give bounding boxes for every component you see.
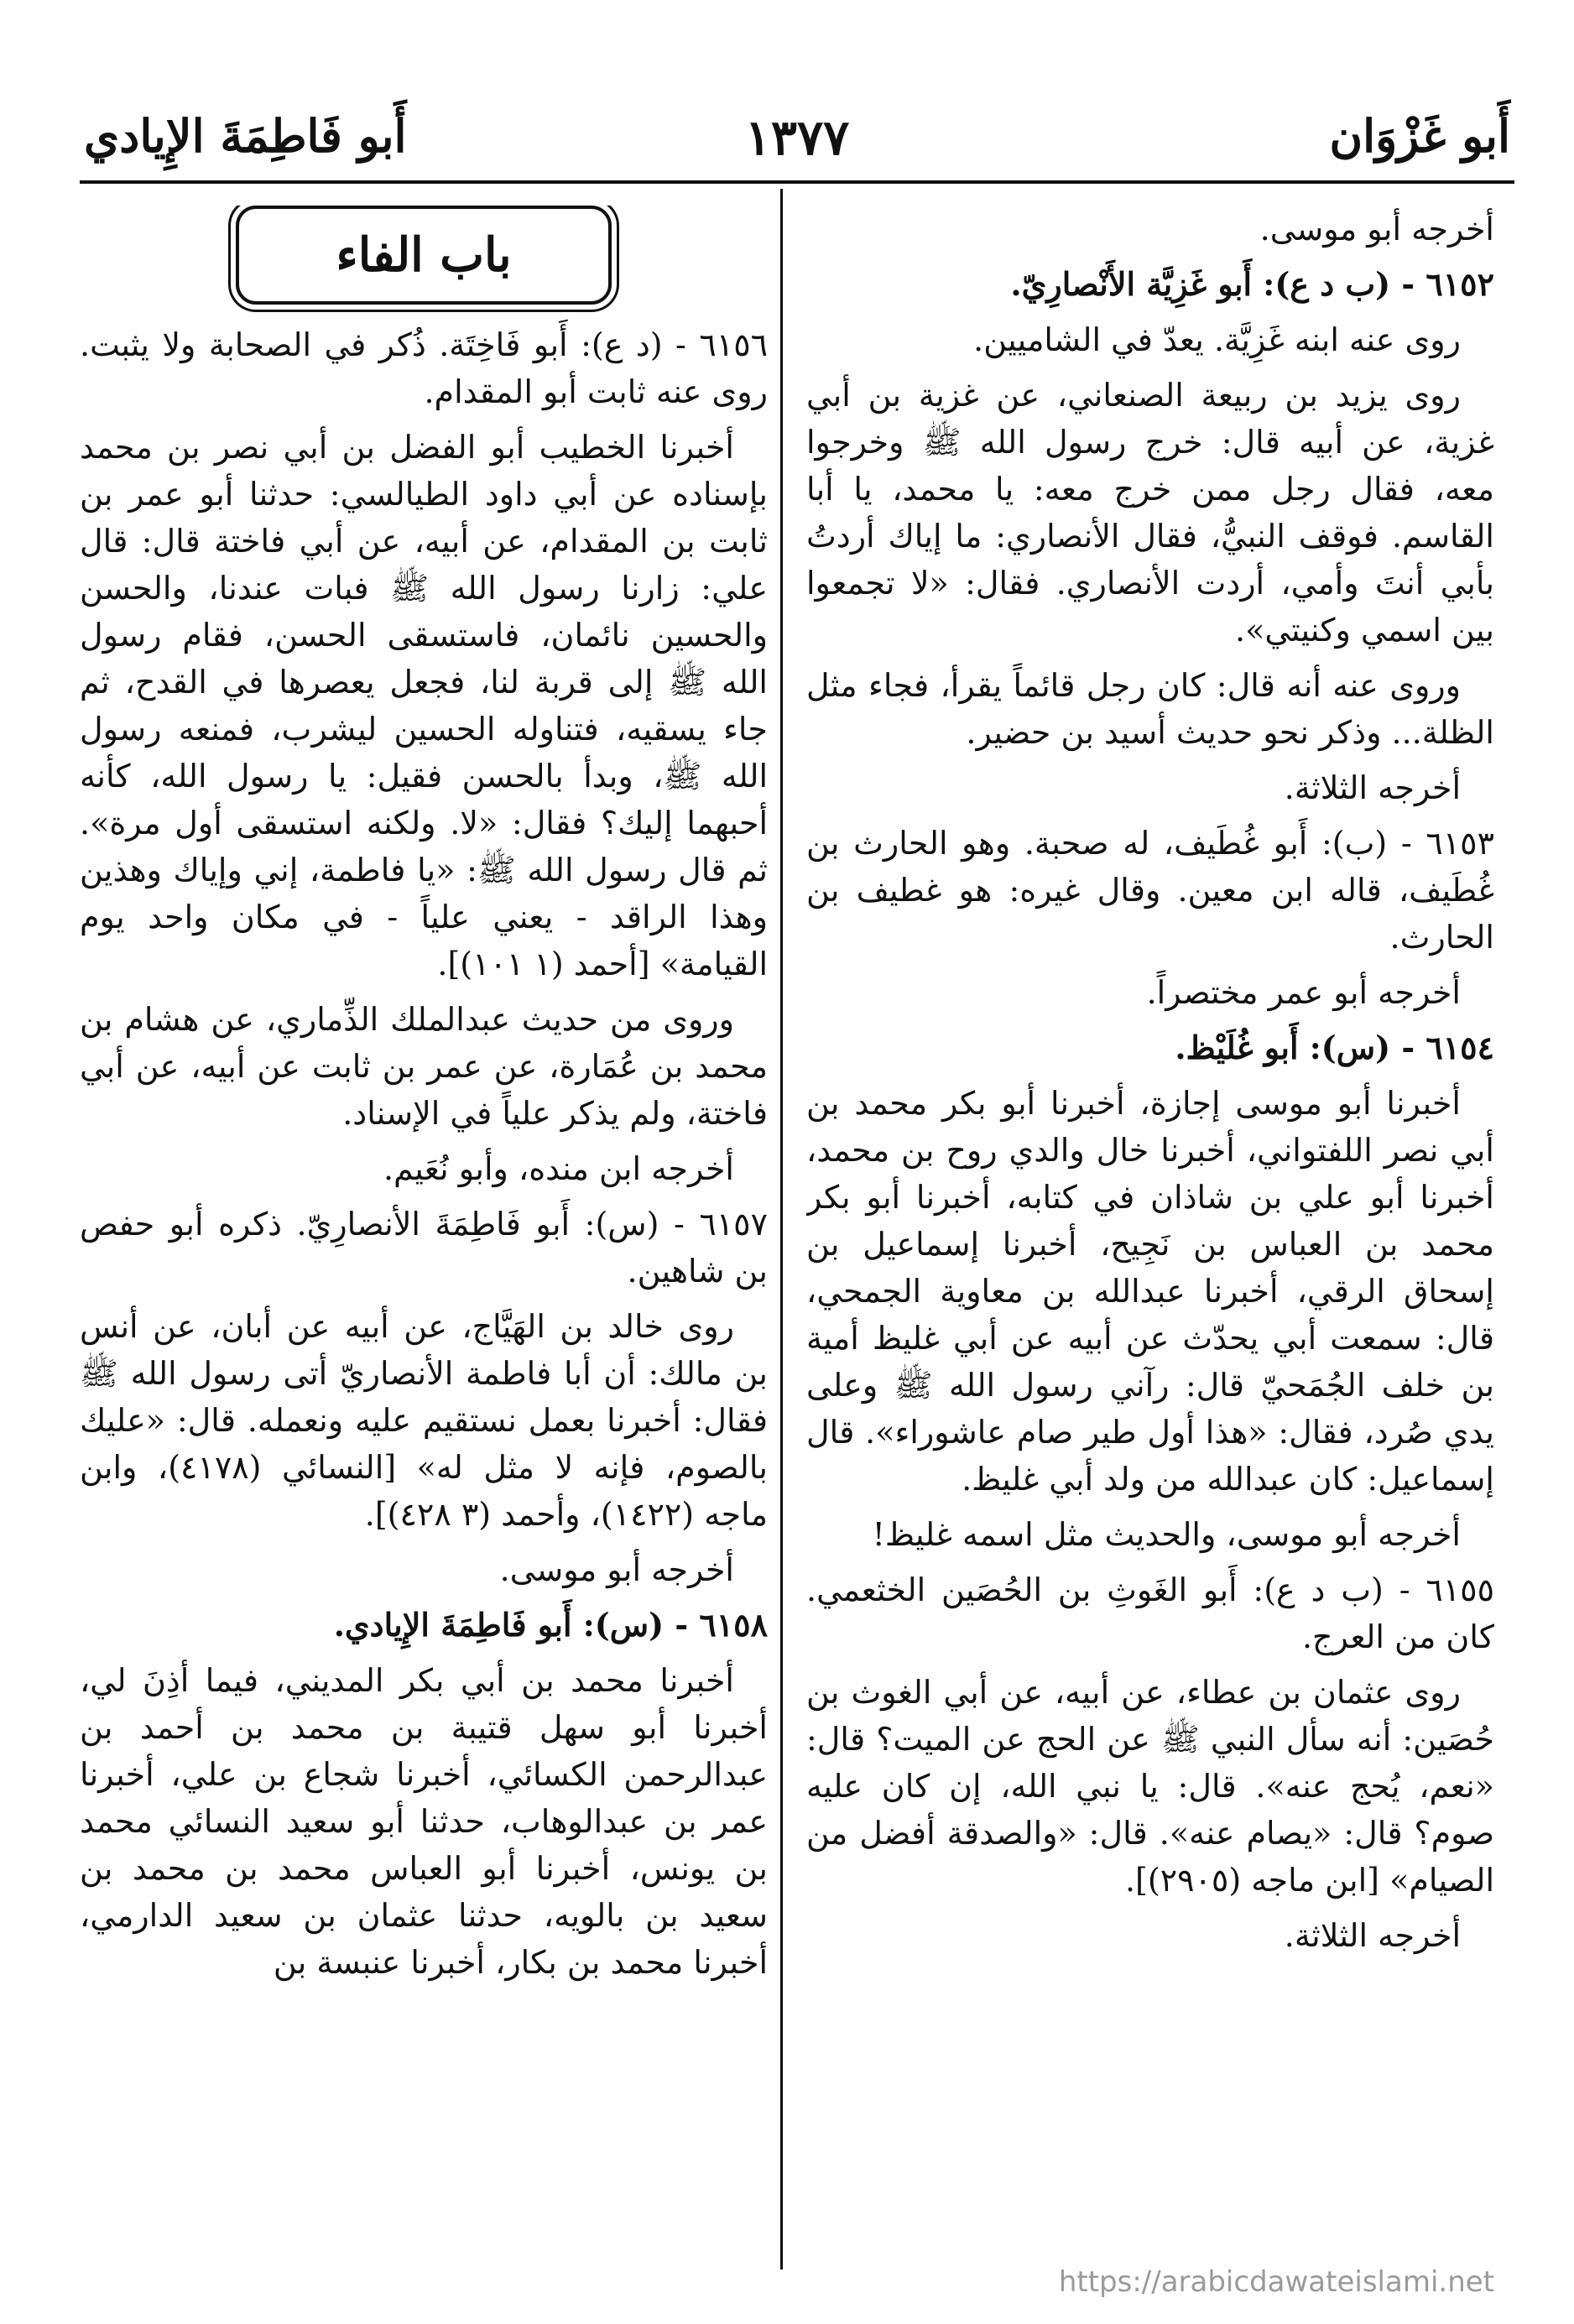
left-column xyxy=(80,206,768,2236)
entry-heading: ٦١٥٨ - (س): أَبو فَاطِمَةَ الإِيادي. xyxy=(333,1606,768,1644)
header-rule xyxy=(80,180,1514,184)
paragraph: روى عنه ابنه غَزِيَّة. يعدّ في الشاميين. xyxy=(973,321,1461,358)
paragraph: أخرجه ابن منده، وأبو نُعَيم. xyxy=(383,1150,734,1187)
header-left-title: أَبو فَاطِمَةَ الإِيادي xyxy=(84,109,407,163)
right-column xyxy=(806,206,1494,2236)
paragraph: روى خالد بن الهَيَّاج، عن أبيه عن أبان، عن أنس بن مالك: أن أبا فاطمة الأنصاريّ أتى رسول الله ﷺ فقال: أخبرنا بعمل نستقيم عليه ونعمله. قال: «عليك بالصوم، فإنه لا مثل له» [النسائي (٤١٧٨)، وابن ماجه (١٤٢٢)، وأحمد (٣ ٤٢٨)]. xyxy=(80,1308,768,1533)
paragraph: أخبرنا محمد بن أبي بكر المديني، فيما أذِنَ لي، أخبرنا أبو سهل قتيبة بن محمد بن أحمد بن عبدالرحمن الكسائي، أخبرنا شجاع بن علي، أخبرنا عمر بن عبدالوهاب، حدثنا أبو سعيد النسائي محمد بن يونس، أخبرنا أبو العباس محمد بن محمد بن سعيد بن بالويه، حدثنا عثمان بن سعيد الدارمي، أخبرنا محمد بن بكار، أخبرنا عنبسة بن xyxy=(80,1662,768,1981)
column-divider xyxy=(780,189,783,2269)
paragraph: أخرجه أبو موسى، والحديث مثل اسمه غليظ! xyxy=(872,1516,1461,1553)
paragraph: أخرجه الثلاثة. xyxy=(1284,769,1461,806)
header-right-title: أَبو غَزْوَان xyxy=(1329,109,1510,163)
paragraph: أخبرنا أبو موسى إجازة، أخبرنا أبو بكر محمد بن أبي نصر اللفتواني، أخبرنا خال والدي روح بن محمد، أخبرنا أبو علي بن شاذان في كتابه، أخبرنا أبو بكر محمد بن العباس بن نَجِيح، أخبرنا إسماعيل بن إسحاق الرقي، أخبرنا عبدالله بن معاوية الجمحي، قال: سمعت أبي يحدّث عن أبيه عن أبي غليظ أمية بن خلف الجُمَحيّ قال: رآني رسول الله ﷺ وعلى يدي صُرد، فقال: «هذا أول طير صام عاشوراء». قال إسماعيل: كان عبدالله من ولد أبي غليظ. xyxy=(806,1085,1494,1498)
paragraph: روى عثمان بن عطاء، عن أبيه، عن أبي الغوث بن حُصَين: أنه سأل النبي ﷺ عن الحج عن الميت؟ قال: «نعم، يُحج عنه». قال: يا نبي الله، إن كان عليه صوم؟ قال: «يصام عنه». قال: «والصدقة أفضل من الصيام» [ابن ماجه (٢٩٠٥)]. xyxy=(806,1674,1494,1899)
paragraph: أخبرنا الخطيب أبو الفضل بن أبي نصر بن محمد بإسناده عن أبي داود الطيالسي: حدثنا أبو عمر بن ثابت بن المقدام، عن أبيه، عن أبي فاختة قال: قال علي: زارنا رسول الله ﷺ فبات عندنا، والحسن والحسين نائمان، فاستسقى الحسن، فقام رسول الله ﷺ إلى قربة لنا، فجعل يعصرها في القدح، ثم جاء يسقيه، فتناوله الحسين ليشرب، فمنعه رسول الله ﷺ، وبدأ بالحسن فقيل: يا رسول الله، كأنه أحبهما إليك؟ فقال: «لا. ولكنه استسقى أول مرة». ثم قال رسول الله ﷺ: «يا فاطمة، إني وإياك وهذين وهذا الراقد - يعني علياً - في مكان واحد يوم القيامة» [أحمد (١ ١٠١)]. xyxy=(80,429,768,982)
paragraph: أخرجه أبو عمر مختصراً. xyxy=(1146,974,1461,1011)
paragraph: أخرجه الثلاثة. xyxy=(1284,1917,1461,1954)
entry-heading: ٦١٥٢ - (ب د ع): أَبو غَزِيَّة الأَنْصارِيّ. xyxy=(1010,265,1494,303)
paragraph: وروى من حديث عبدالملك الذِّماري، عن هشام بن محمد بن عُمَارة، عن عمر بن ثابت عن أبيه، عن أبي فاختة، ولم يذكر علياً في الإسناد. xyxy=(80,1001,768,1132)
watermark-url: https://arabicdawateislami.net xyxy=(1058,2265,1494,2299)
paragraph: أخرجه أبو موسى. xyxy=(1259,211,1494,248)
entry-paragraph: ٦١٥٥ - (ب د ع): أَبو الغَوثِ بن الحُصَين الخثعمي. كان من العرج. xyxy=(806,1571,1494,1655)
paragraph: وروى عنه أنه قال: كان رجل قائماً يقرأ، فجاء مثل الظلة... وذكر نحو حديث أسيد بن حضير. xyxy=(806,667,1494,751)
entry-paragraph: ٦١٥٣ - (ب): أَبو غُطَيف، له صحبة. وهو الحارث بن غُطَيف، قاله ابن معين. وقال غيره: هو غطيف بن الحارث. xyxy=(806,825,1494,956)
entry-paragraph: ٦١٥٧ - (س): أَبو فَاطِمَةَ الأنصارِيّ. ذكره أبو حفص بن شاهين. xyxy=(80,1206,768,1290)
entry-paragraph: ٦١٥٦ - (د ع): أَبو فَاخِتَة. ذُكر في الصحابة ولا يثبت. روى عنه ثابت أبو المقدام. xyxy=(80,326,768,410)
entry-heading: ٦١٥٤ - (س): أَبو غُلَيْظ. xyxy=(1175,1029,1494,1066)
paragraph: روى يزيد بن ربيعة الصنعاني، عن غزية بن أبي غزية، عن أبيه قال: خرج رسول الله ﷺ وخرجوا معه، فقال رجل ممن خرج معه: يا محمد، يا أبا القاسم. فوقف النبيُّ، فقال الأنصاري: ما إياك أردتُ بأبي أنتَ وأمي، أردت الأنصاري. فقال: «لا تجمعوا بين اسمي وكنيتي». xyxy=(806,377,1494,649)
page-header xyxy=(84,92,1510,185)
chapter-title: باب الفاء xyxy=(236,206,612,305)
page-number: ١٣٧٧ xyxy=(744,109,850,166)
paragraph: أخرجه أبو موسى. xyxy=(499,1551,734,1588)
